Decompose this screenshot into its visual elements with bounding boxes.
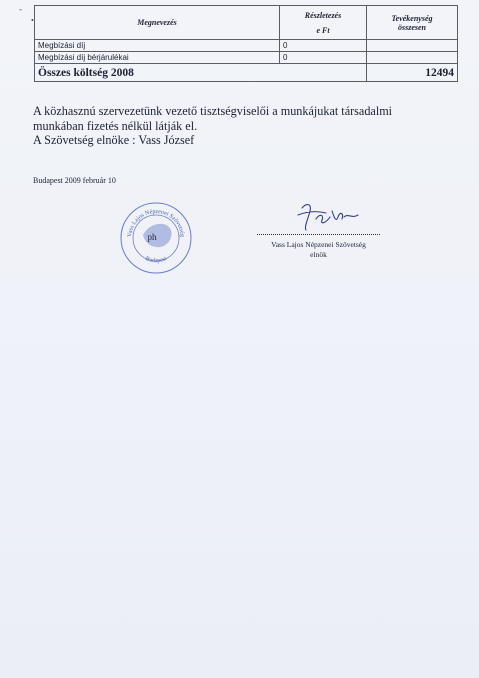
official-stamp <box>119 201 193 275</box>
place-date: Budapest 2009 február 10 <box>33 176 116 185</box>
row-detail: 0 <box>280 52 367 64</box>
summary-row <box>35 64 458 82</box>
row-detail: 0 <box>280 40 367 52</box>
table-row <box>35 52 458 64</box>
stamp-ring-text: Vass Lajos Népzenei Szövetség <box>126 208 186 238</box>
corner-mark: - <box>19 4 22 14</box>
signature-line <box>257 234 380 235</box>
cost-table <box>34 5 458 82</box>
header-total-line2: összesen <box>397 22 426 32</box>
table-row <box>35 40 458 52</box>
header-detail-line2: e Ft <box>316 25 330 35</box>
signature-role: elnök <box>310 250 327 259</box>
table-header-row <box>35 6 458 40</box>
header-name: Megnevezés <box>35 6 280 40</box>
row-total <box>367 40 458 52</box>
statement-line-2: munkában fizetés nélkül látják el. <box>33 118 198 133</box>
row-total <box>367 52 458 64</box>
header-detail-line1: Részletezés <box>304 10 342 20</box>
summary-label: Összes költség 2008 <box>35 64 367 82</box>
row-name: Megbízási díj bérjárulékai <box>35 52 280 64</box>
stamp-bottom-text: Budapest <box>144 255 168 265</box>
statement-text <box>33 104 463 148</box>
summary-value: 12494 <box>367 64 458 82</box>
signature <box>292 199 364 233</box>
header-total <box>367 6 458 40</box>
signature-caption <box>246 240 391 260</box>
row-name: Megbízási díj <box>35 40 280 52</box>
signature-org: Vass Lajos Népzenei Szövetség <box>271 240 366 249</box>
statement-line-1: A közhasznú szervezetünk vezető tisztségviselői a munkájukat társadalmi <box>33 104 393 118</box>
header-detail <box>280 6 367 40</box>
stamp-ph-text: ph <box>147 232 157 242</box>
statement-line-3: A Szövetség elnöke : Vass József <box>33 133 195 147</box>
header-total-line1: Tevékenység <box>391 13 433 23</box>
margin-tick: • <box>31 16 34 25</box>
